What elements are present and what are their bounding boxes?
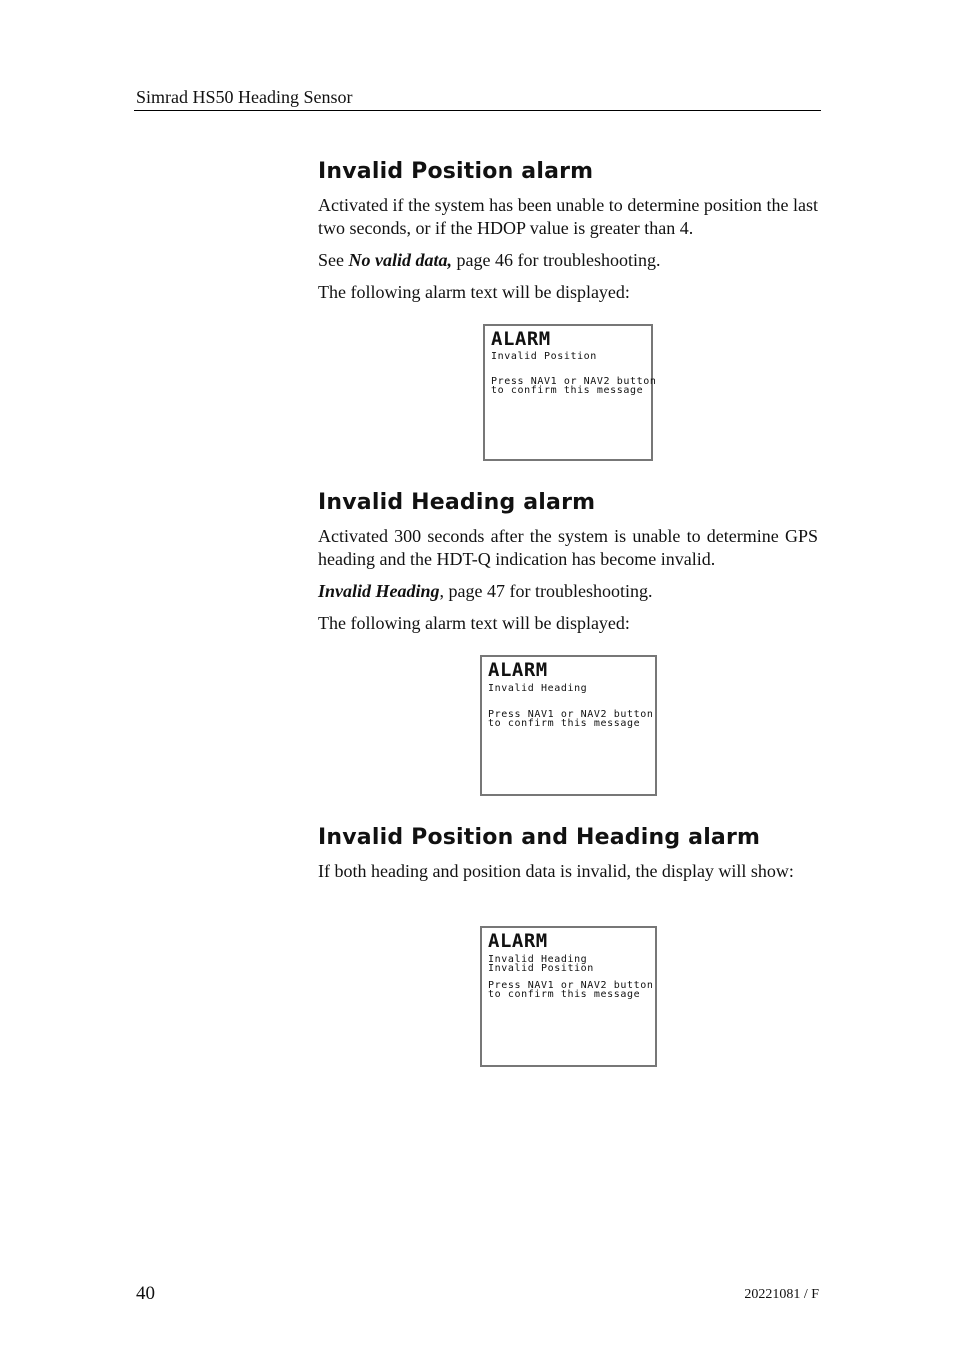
paragraph: The following alarm text will be displayed:: [318, 613, 630, 633]
alarm-display-title: ALARM: [488, 930, 548, 952]
cross-reference: Invalid Heading: [318, 581, 440, 601]
alarm-display-screen: [483, 324, 657, 461]
alarm-display-prompt: Press NAV1 or NAV2 button: [488, 709, 654, 720]
section-invalid-heading: [318, 489, 818, 635]
reference-prefix: See: [318, 250, 349, 270]
paragraph: The following alarm text will be displayed:: [318, 282, 630, 302]
alarm-display-prompt: to confirm this message: [491, 385, 644, 396]
alarm-display-line: Invalid Heading: [488, 683, 588, 694]
alarm-display-title: ALARM: [488, 659, 548, 681]
reference-suffix: page 46 for troubleshooting.: [452, 250, 661, 270]
alarm-display-prompt: to confirm this message: [488, 718, 641, 729]
reference-suffix: , page 47 for troubleshooting.: [439, 581, 653, 601]
alarm-display-prompt: Press NAV1 or NAV2 button: [488, 980, 654, 991]
cross-reference: No valid data,: [348, 250, 452, 270]
paragraph: Activated 300 seconds after the system is unable to determine GPS heading and the HDT-Q indication has become invalid.: [318, 526, 818, 569]
header-rule: [134, 110, 821, 111]
paragraph: Activated if the system has been unable to determine position the last two seconds, or if the HDOP value is greater than 4.: [318, 195, 818, 238]
alarm-display-screen: [480, 655, 657, 796]
document-reference: 20221081 / F: [744, 1287, 819, 1302]
section-invalid-position: [318, 158, 818, 304]
alarm-display-line: Invalid Position: [491, 351, 597, 362]
page-number: 40: [136, 1283, 155, 1304]
running-header: Simrad HS50 Heading Sensor: [136, 87, 353, 107]
section-invalid-position-and-heading: [318, 824, 818, 883]
section-heading: Invalid Position and Heading alarm: [318, 825, 761, 850]
alarm-display-prompt: to confirm this message: [488, 989, 641, 1000]
troubleshooting-reference: [318, 249, 818, 272]
alarm-display-screen: [480, 926, 657, 1067]
alarm-display-prompt: Press NAV1 or NAV2 button: [491, 376, 657, 387]
alarm-display-line: Invalid Heading: [488, 954, 588, 965]
paragraph: If both heading and position data is invalid, the display will show:: [318, 861, 794, 881]
troubleshooting-reference: [318, 580, 818, 603]
alarm-display-line: Invalid Position: [488, 963, 594, 974]
section-heading: Invalid Position alarm: [318, 159, 594, 184]
alarm-display-title: ALARM: [491, 328, 551, 350]
section-heading: Invalid Heading alarm: [318, 490, 596, 515]
